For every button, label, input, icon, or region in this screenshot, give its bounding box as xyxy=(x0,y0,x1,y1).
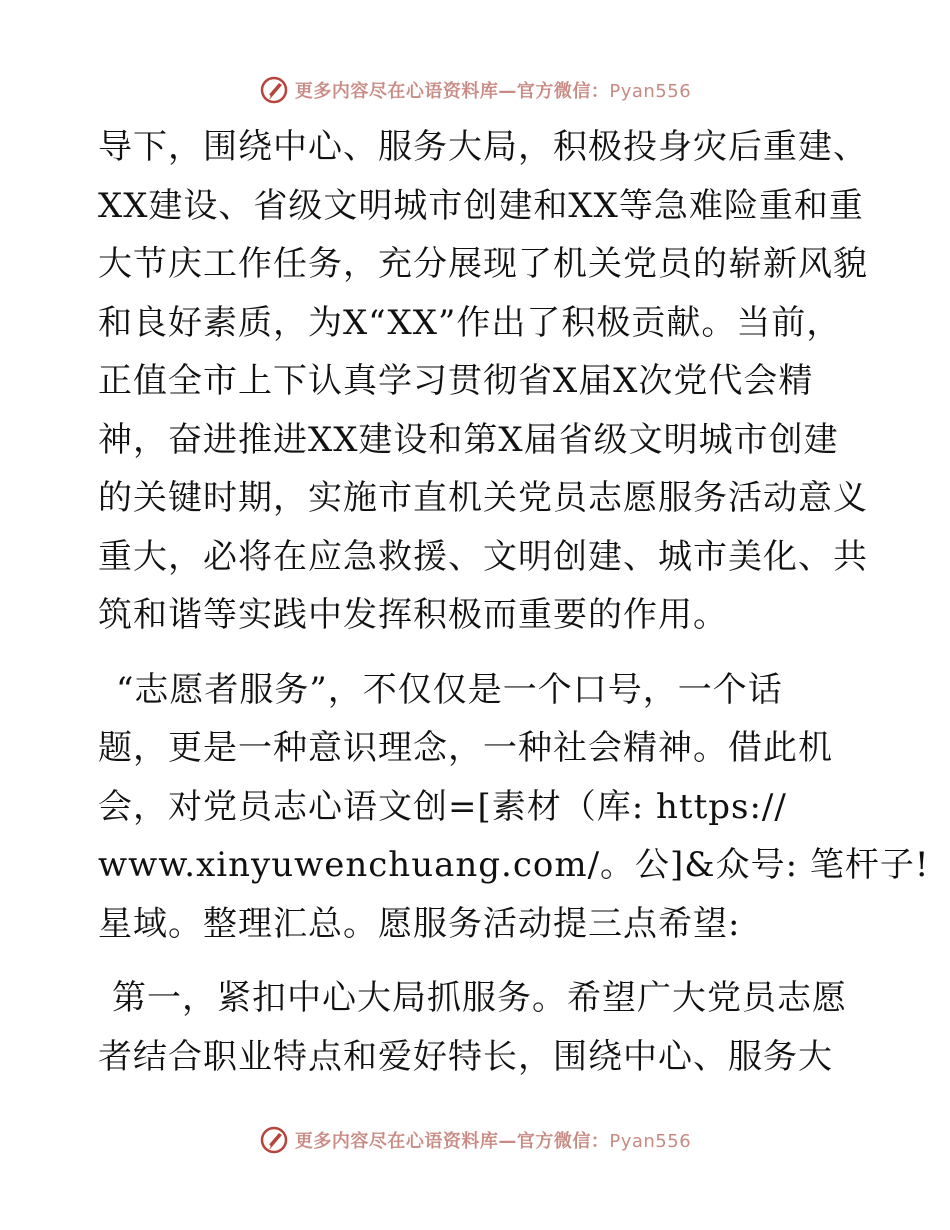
footer-banner-id: Pyan556 xyxy=(609,1131,692,1152)
header-banner xyxy=(0,70,950,110)
paragraph-gap xyxy=(98,953,858,969)
text-line: 重大，必将在应急救援、文明创建、城市美化、共 xyxy=(98,536,868,577)
text-line: 导下，围绕中心、服务大局，积极投身灾后重建、 xyxy=(98,127,868,167)
quill-logo-icon xyxy=(259,1125,289,1155)
header-banner-text xyxy=(295,77,691,103)
text-line: 星域。整理汇总。愿服务活动提三点希望: xyxy=(98,903,741,944)
text-line: 的关键时期，实施市直机关党员志愿服务活动意义 xyxy=(98,478,868,518)
text-line: 正值全市上下认真学习贯彻省X届X次党代会精 xyxy=(98,361,814,401)
text-line: www.xinyuwenchuang.com/。公]&众号: 笔杆子! xyxy=(98,845,930,885)
paragraph-3 xyxy=(98,969,858,1086)
paragraph-2 xyxy=(98,661,930,954)
text-line: 大节庆工作任务，充分展现了机关党员的崭新风貌 xyxy=(98,244,868,284)
text-line: 者结合职业特点和爱好特长，围绕中心、服务大 xyxy=(98,1036,833,1077)
text-line: 第一，紧扣中心大局抓服务。希望广大党员志愿 xyxy=(112,978,847,1018)
text-line: “志愿者服务”，不仅仅是一个口号，一个话 xyxy=(116,669,783,710)
paragraph-1 xyxy=(98,118,868,645)
header-banner-main: 更多内容尽在心语资料库—官方微信： xyxy=(294,81,610,102)
footer-banner-main: 更多内容尽在心语资料库—官方微信： xyxy=(294,1131,610,1152)
footer-banner-text xyxy=(295,1127,691,1153)
quill-logo-icon xyxy=(259,75,289,105)
header-banner-id: Pyan556 xyxy=(609,81,692,102)
text-line: 筑和谐等实践中发挥积极而重要的作用。 xyxy=(98,595,728,635)
text-line: 和良好素质，为X“XX”作出了积极贡献。当前， xyxy=(98,302,842,343)
text-line: 神，奋进推进XX建设和第X届省级文明城市创建 xyxy=(98,419,839,460)
paragraph-gap xyxy=(98,645,858,661)
document-body xyxy=(98,118,930,1086)
text-line: 题，更是一种意识理念，一种社会精神。借此机 xyxy=(98,728,833,768)
footer-banner xyxy=(0,1120,950,1160)
text-line: XX建设、省级文明城市创建和XX等急难险重和重 xyxy=(98,185,864,226)
text-line: 会，对党员志心语文创=[素材（库: https:// xyxy=(98,786,787,827)
